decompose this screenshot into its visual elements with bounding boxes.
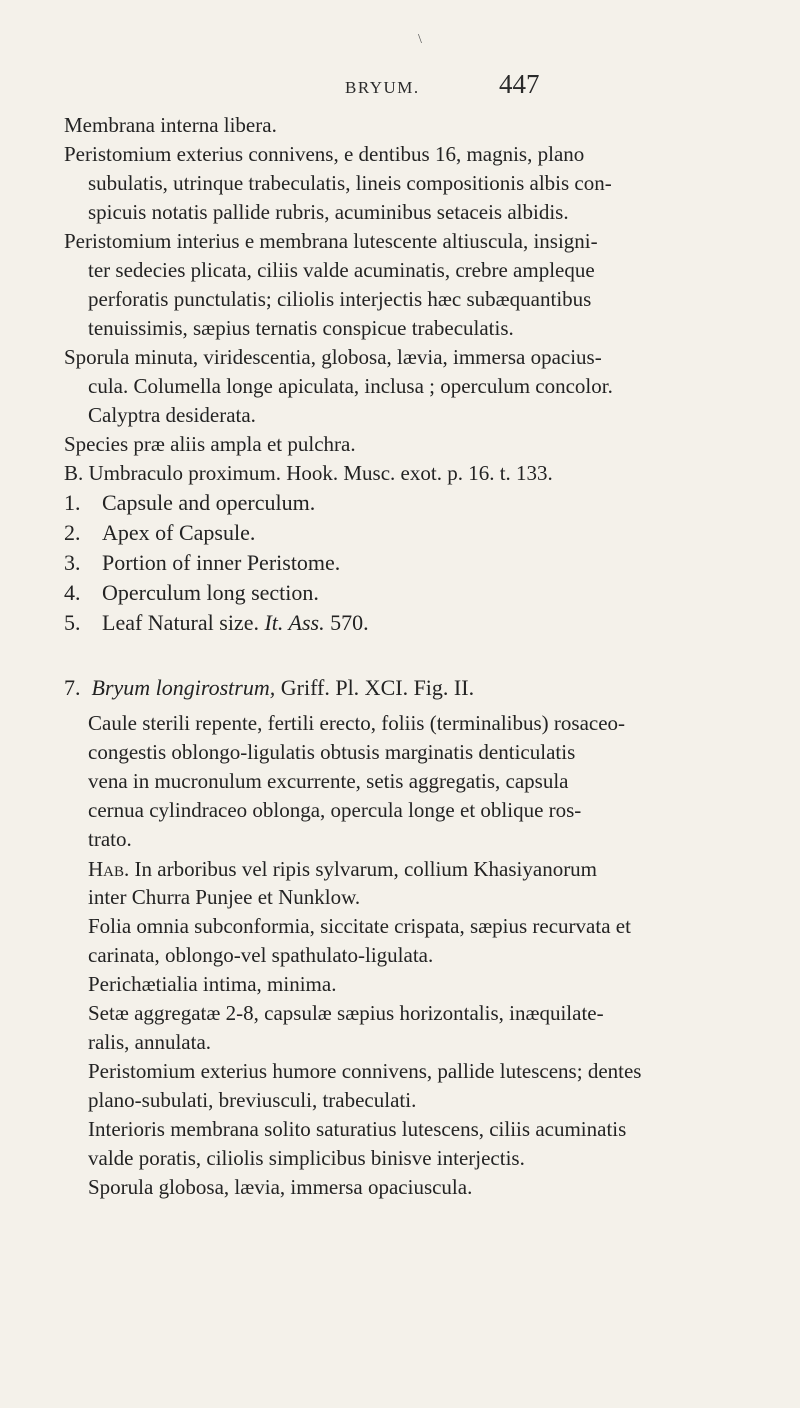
figure-number: 4. — [64, 580, 81, 605]
habitat-line — [88, 855, 597, 883]
species-authority: Griff. Pl. XCI. Fig. II. — [280, 675, 475, 700]
text-line: Caule sterili repente, fertili erecto, foliis (terminalibus) rosaceo- — [88, 711, 626, 735]
text-line: ralis, annulata. — [88, 1030, 212, 1054]
text-line: cula. Columella longe apiculata, inclusa ; operculum concolor. — [88, 374, 613, 398]
text-line: inter Churra Punjee et Nunklow. — [88, 885, 361, 909]
text-line: Sporula minuta, viridescentia, globosa, lævia, immersa opacius- — [64, 345, 602, 369]
text-line: B. Umbraculo proximum. Hook. Musc. exot. p. 16. t. 133. — [64, 461, 553, 485]
figure-number: 3. — [64, 550, 81, 575]
figure-ref-number: 570. — [330, 610, 369, 635]
text-line: carinata, oblongo-vel spathulato-ligulata. — [88, 943, 434, 967]
text-line: Folia omnia subconformia, siccitate crispata, sæpius recurvata et — [88, 914, 631, 938]
figure-number: 1. — [64, 490, 81, 515]
text-line: Calyptra desiderata. — [88, 403, 256, 427]
figure-caption: Capsule and operculum. — [102, 490, 316, 515]
habitat-label: Hab. — [88, 857, 130, 881]
text-line: Peristomium exterius connivens, e dentibus 16, magnis, plano — [64, 142, 585, 166]
figure-number: 2. — [64, 520, 81, 545]
running-head: BRYUM. — [345, 78, 420, 97]
text-line: plano-subulati, breviusculi, trabeculati. — [88, 1088, 417, 1112]
text-line: Membrana interna libera. — [64, 113, 277, 137]
text-line: Sporula globosa, lævia, immersa opaciuscula. — [88, 1175, 473, 1199]
text-line: spicuis notatis pallide rubris, acuminibus setaceis albidis. — [88, 200, 569, 224]
text-line: congestis oblongo-ligulatis obtusis marginatis denticulatis — [88, 740, 576, 764]
text-line: Setæ aggregatæ 2-8, capsulæ sæpius horizontalis, inæquilate- — [88, 1001, 604, 1025]
page-number: 447 — [499, 69, 540, 99]
figure-number: 5. — [64, 610, 81, 635]
text-line: tenuissimis, sæpius ternatis conspicue trabeculatis. — [88, 316, 514, 340]
text-line: Peristomium interius e membrana lutescente altiuscula, insigni- — [64, 229, 598, 253]
figure-ref: It. Ass. — [264, 610, 325, 635]
text-line: Interioris membrana solito saturatius lutescens, ciliis acuminatis — [88, 1117, 627, 1141]
species-name: Bryum longirostrum, — [91, 675, 276, 700]
figure-caption: Portion of inner Peristome. — [102, 550, 341, 575]
text-line: Perichætialia intima, minima. — [88, 972, 337, 996]
figure-caption: Apex of Capsule. — [102, 520, 256, 545]
text-line: trato. — [88, 827, 132, 851]
text-line: ter sedecies plicata, ciliis valde acuminatis, crebre ampleque — [88, 258, 595, 282]
species-heading — [64, 674, 474, 702]
text-line: vena in mucronulum excurrente, setis aggregatis, capsula — [88, 769, 569, 793]
text-line: Species præ aliis ampla et pulchra. — [64, 432, 356, 456]
tick-mark: \ — [418, 32, 422, 47]
figure-caption: Operculum long section. — [102, 580, 319, 605]
species-number: 7. — [64, 675, 81, 700]
text-line: perforatis punctulatis; ciliolis interjectis hæc subæquantibus — [88, 287, 592, 311]
text-line: Peristomium exterius humore connivens, pallide lutescens; dentes — [88, 1059, 642, 1083]
figure-caption-with-ref — [102, 610, 369, 636]
text-line: subulatis, utrinque trabeculatis, lineis compositionis albis con- — [88, 171, 612, 195]
habitat-text: In arboribus vel ripis sylvarum, collium Khasiyanorum — [134, 857, 598, 881]
text-line: cernua cylindraceo oblonga, opercula longe et oblique ros- — [88, 798, 582, 822]
figure-caption: Leaf Natural size. — [102, 610, 259, 635]
text-line: valde poratis, ciliolis simplicibus binisve interjectis. — [88, 1146, 525, 1170]
